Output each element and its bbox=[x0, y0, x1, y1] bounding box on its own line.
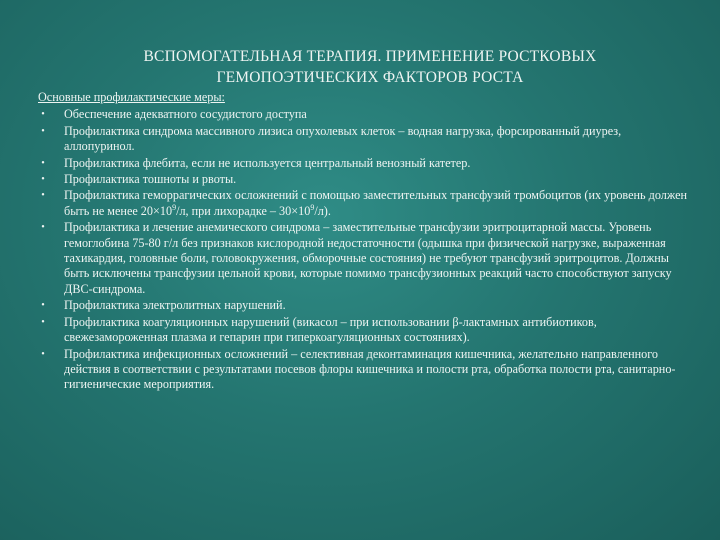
list-item bbox=[38, 107, 688, 122]
title-line-2: ГЕМОПОЭТИЧЕСКИХ ФАКТОРОВ РОСТА bbox=[216, 69, 524, 86]
list-item-text: Профилактика и лечение анемического синдрома – заместительные трансфузии эритроцитарной массы. Уровень гемоглобина 75-80 г/л без признаков кислородной недостаточности (одышка при физической нагрузке, выраженная тахикардия, головные боли, головокружения, обморочные состояния) не требуют трансфузий эритроцитов. Должны быть исключены трансфузии цельной крови, которые помимо трансфузионных реакций часто способствуют запуску ДВС-синдрома. bbox=[64, 220, 672, 296]
bullet-icon: • bbox=[41, 348, 45, 360]
list-item-text: Профилактика синдрома массивного лизиса опухолевых клеток – водная нагрузка, форсированный диурез, аллопуринол. bbox=[64, 123, 622, 154]
list-item bbox=[38, 124, 688, 155]
list-item bbox=[38, 298, 688, 313]
bullet-icon: • bbox=[41, 174, 45, 186]
superscript: 9 bbox=[172, 202, 177, 212]
list-item-text-part: Профилактика геморрагических осложнений с помощью заместительных трансфузий тромбоцитов (их уровень должен быть не менее 20×10 bbox=[64, 188, 688, 218]
intro-heading: Основные профилактические меры: bbox=[38, 90, 225, 104]
list-item-text: Профилактика коагуляционных нарушений (викасол – при использовании β-лактамных антибиотиков, свежезамороженная плазма и гепарин при гиперкоагуляционных состояниях). bbox=[64, 314, 597, 345]
bullet-icon: • bbox=[41, 222, 45, 234]
list-item-text: Профилактика инфекционных осложнений – селективная деконтаминация кишечника, желательно направленного действия в соответствии с результатами посевов флоры кишечника и полости рта, обработка полости рта, санитарно-гигиенические мероприятия. bbox=[64, 346, 676, 392]
bullet-icon: • bbox=[41, 125, 45, 137]
superscript: 9 bbox=[310, 202, 315, 212]
list-item bbox=[38, 347, 688, 393]
title-line-1: ВСПОМОГАТЕЛЬНАЯ ТЕРАПИЯ. ПРИМЕНЕНИЕ РОСТКОВЫХ bbox=[143, 48, 597, 65]
list-item bbox=[38, 188, 688, 219]
slide-body bbox=[38, 90, 688, 394]
slide-title bbox=[40, 46, 700, 88]
list-item-text: Профилактика флебита, если не используется центральный венозный катетер. bbox=[64, 155, 471, 170]
bullet-icon: • bbox=[41, 190, 45, 202]
bullet-icon: • bbox=[41, 109, 45, 121]
list-item-text: Профилактика электролитных нарушений. bbox=[64, 298, 286, 313]
bullet-icon: • bbox=[41, 300, 45, 312]
measures-list bbox=[38, 107, 688, 392]
bullet-icon: • bbox=[41, 157, 45, 169]
list-item bbox=[38, 220, 688, 297]
list-item bbox=[38, 156, 688, 171]
list-item-text-part: /л, при лихорадке – 30×10 bbox=[176, 203, 311, 218]
bullet-icon: • bbox=[41, 316, 45, 328]
list-item bbox=[38, 172, 688, 187]
list-item bbox=[38, 315, 688, 346]
list-item-text bbox=[64, 188, 687, 217]
list-item-text: Профилактика тошноты и рвоты. bbox=[64, 172, 237, 187]
list-item-text: Обеспечение адекватного сосудистого доступа bbox=[64, 107, 307, 122]
list-item-text-part: /л). bbox=[314, 203, 331, 218]
